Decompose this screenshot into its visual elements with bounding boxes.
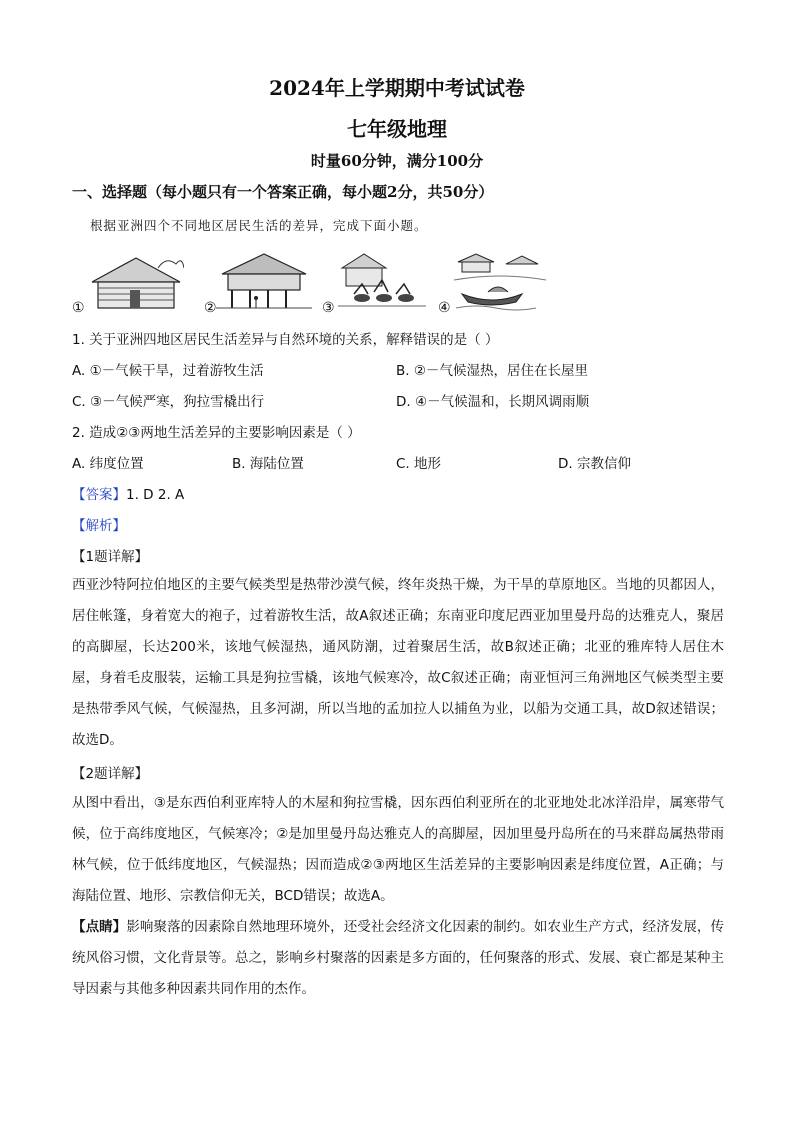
answer-values: 1. D 2. A <box>126 487 185 503</box>
stilt-house-scene-image <box>216 248 312 314</box>
tip-paragraph <box>72 912 724 1005</box>
analysis-label: 【解析】 <box>72 518 126 534</box>
question-2-stem: 2. 造成②③两地生活差异的主要影响因素是（ ） <box>72 425 361 441</box>
answer-label: 【答案】 <box>72 487 126 503</box>
question-2-option-a: A. 纬度位置 <box>72 456 144 472</box>
question-1-stem: 1. 关于亚洲四地区居民生活差异与自然环境的关系，解释错误的是（ ） <box>72 332 499 348</box>
tip-label: 【点睛】 <box>72 919 127 935</box>
figure-label-3: ③ <box>322 300 335 316</box>
figure-label-1: ① <box>72 300 85 316</box>
q2-detail-text: 从图中看出，③是东西伯利亚库特人的木屋和狗拉雪橇，因东西伯利亚所在的北亚地处北冰洋沿岸，属寒带气候，位于高纬度地区，气候寒冷；②是加里曼丹岛达雅克人的高脚屋，因加里曼丹岛所在的马来群岛属热带雨林气候，位于低纬度地区，气候湿热；因而造成②③两地区生活差异的主要影响因素是纬度位置，A正确；与海陆位置、地形、宗教信仰无关，BCD错误；故选A。 <box>72 795 724 904</box>
question-1-option-b: B. ②－气候湿热，居住在长屋里 <box>396 363 588 379</box>
question-2-option-d: D. 宗教信仰 <box>558 456 631 472</box>
exam-title: 2024年上学期期中考试试卷 <box>269 76 525 100</box>
answer-line <box>72 483 184 503</box>
wooden-house-scene-image <box>88 248 184 314</box>
tip-text: 影响聚落的因素除自然地理环境外，还受社会经济文化因素的制约。如农业生产方式，经济发展，传统风俗习惯，文化背景等。总之，影响乡村聚落的因素是多方面的，任何聚落的形式、发展、衰亡都是某种主导因素与其他多种因素共同作用的杰作。 <box>72 919 725 997</box>
q1-detail-heading: 【1题详解】 <box>72 549 149 565</box>
question-2-option-c: C. 地形 <box>396 456 442 472</box>
question-2-option-b: B. 海陆位置 <box>232 456 304 472</box>
figure-label-2: ② <box>204 300 217 316</box>
dog-sled-scene-image <box>334 248 430 314</box>
q2-detail-heading: 【2题详解】 <box>72 766 149 782</box>
subject-title: 七年级地理 <box>347 117 447 141</box>
section-heading: 一、选择题（每小题只有一个答案正确，每小题2分，共50分） <box>72 183 494 201</box>
figure-label-4: ④ <box>438 300 451 316</box>
exam-info: 时量60分钟，满分100分 <box>310 152 484 170</box>
question-1-option-c: C. ③－气候严寒，狗拉雪橇出行 <box>72 394 265 410</box>
q1-detail-text: 西亚沙特阿拉伯地区的主要气候类型是热带沙漠气候，终年炎热干燥，为干旱的草原地区。当地的贝都因人，居住帐篷，身着宽大的袍子，过着游牧生活，故A叙述正确；东南亚印度尼西亚加里曼丹岛的达雅克人，聚居的高脚屋，长达200米，该地气候湿热，通风防潮，过着聚居生活，故B叙述正确；北亚的雅库特人居住木屋，身着毛皮服装，运输工具是狗拉雪橇，该地气候寒冷，故C叙述正确；南亚恒河三角洲地区气候类型主要是热带季风气候，气候湿热，且多河湖，所以当地的孟加拉人以捕鱼为业，以船为交通工具，故D叙述错误；故选D。 <box>72 577 724 748</box>
question-1-option-a: A. ①－气候干旱，过着游牧生活 <box>72 363 264 379</box>
boats-on-river-scene-image <box>452 248 548 314</box>
section-intro: 根据亚洲四个不同地区居民生活的差异，完成下面小题。 <box>90 218 428 233</box>
question-1-option-d: D. ④－气候温和，长期风调雨顺 <box>396 394 590 410</box>
